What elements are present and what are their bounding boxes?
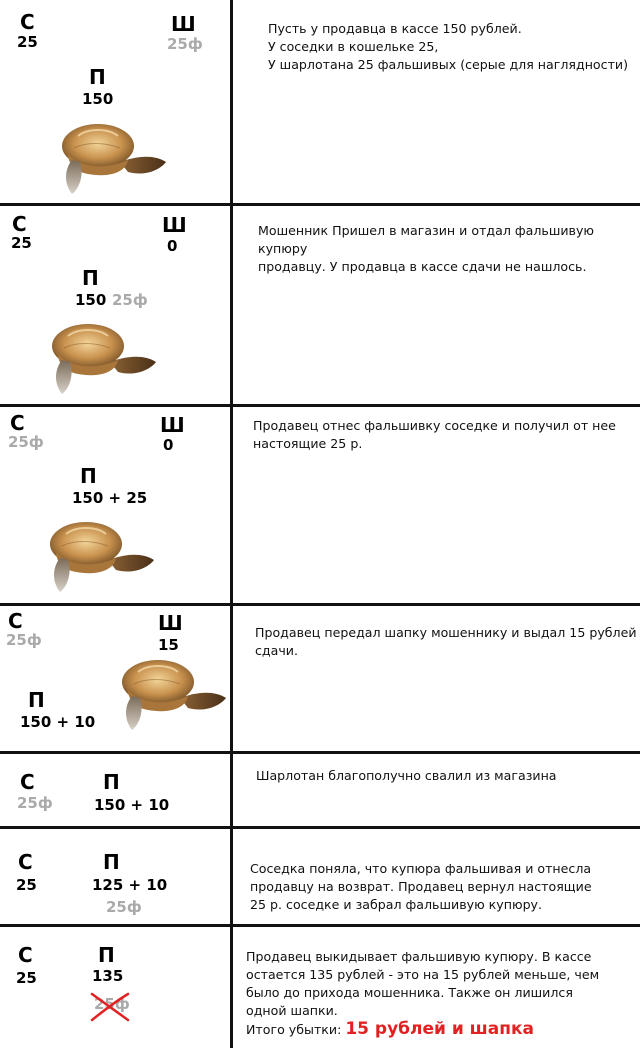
neighbor-amount: 25ф bbox=[6, 631, 42, 649]
neighbor-amount: 25 bbox=[16, 969, 37, 987]
fur-hat-icon bbox=[58, 116, 168, 196]
total-label: Итого убытки: bbox=[246, 1022, 342, 1037]
panel-text: Продавец выкидывает фальшивую купюру. В кассе остается 135 рублей - это на 15 рублей меньше, чем было до прихода мошенника. Также он лишился одной шапки. Итого убытки: 15 рублей и шапка bbox=[246, 949, 600, 1039]
fur-hat-icon bbox=[118, 652, 228, 732]
panel-divider bbox=[0, 924, 640, 927]
neighbor-label: С bbox=[10, 411, 25, 435]
swindler-amount: 0 bbox=[167, 237, 178, 255]
neighbor-amount: 25 bbox=[17, 33, 38, 51]
seller-amount: 125 + 10 bbox=[92, 876, 168, 894]
neighbor-label: С bbox=[18, 850, 33, 874]
seller-label: П bbox=[103, 770, 120, 794]
swindler-amount: 25ф bbox=[167, 35, 203, 53]
swindler-amount: 15 bbox=[158, 636, 179, 654]
swindler-label: Ш bbox=[162, 213, 187, 237]
seller-amount: 135 bbox=[92, 967, 124, 985]
seller-amount: 150 + 10 bbox=[20, 713, 96, 731]
seller-amount: 150 + 25 bbox=[72, 489, 148, 507]
discarded-fake-amount: 25ф bbox=[94, 995, 130, 1013]
panel-text: Продавец отнес фальшивку соседке и получил от нее настоящие 25 р. bbox=[253, 418, 616, 451]
fur-hat-icon bbox=[46, 514, 156, 594]
panel-divider bbox=[0, 203, 640, 206]
panel-divider bbox=[0, 826, 640, 829]
panel-text: Пусть у продавца в кассе 150 рублей. У соседки в кошельке 25, У шарлотана 25 фальшивых (серые для наглядности) bbox=[268, 21, 628, 72]
panel-text: Соседка поняла, что купюра фальшивая и отнесла продавцу на возврат. Продавец вернул настоящие 25 р. соседке и забрал фальшивую купюру. bbox=[250, 861, 592, 912]
neighbor-amount: 25 bbox=[11, 234, 32, 252]
seller-fake-amount: 25ф bbox=[112, 291, 148, 309]
panel-text: Продавец передал шапку мошеннику и выдал 15 рублей сдачи. bbox=[255, 625, 637, 658]
seller-label: П bbox=[28, 688, 45, 712]
neighbor-label: С bbox=[8, 609, 23, 633]
panel-text: Шарлотан благополучно свалил из магазина bbox=[256, 768, 557, 783]
total-value: 15 рублей и шапка bbox=[345, 1019, 534, 1039]
neighbor-label: С bbox=[20, 10, 35, 34]
swindler-amount: 0 bbox=[163, 436, 174, 454]
panel-divider bbox=[0, 404, 640, 407]
seller-amount: 150 bbox=[75, 291, 107, 309]
swindler-label: Ш bbox=[160, 413, 185, 437]
seller-label: П bbox=[80, 464, 97, 488]
neighbor-amount: 25ф bbox=[8, 433, 44, 451]
neighbor-label: С bbox=[12, 212, 27, 236]
seller-fake-amount: 25ф bbox=[106, 898, 142, 916]
seller-amount: 150 + 10 bbox=[94, 796, 170, 814]
neighbor-amount: 25 bbox=[16, 876, 37, 894]
seller-label: П bbox=[89, 65, 106, 89]
swindler-label: Ш bbox=[158, 611, 183, 635]
seller-label: П bbox=[82, 266, 99, 290]
fur-hat-icon bbox=[48, 316, 158, 396]
swindler-label: Ш bbox=[171, 12, 196, 36]
panel-divider bbox=[0, 751, 640, 754]
seller-label: П bbox=[98, 943, 115, 967]
seller-label: П bbox=[103, 850, 120, 874]
panel-divider bbox=[0, 603, 640, 606]
seller-amount: 150 bbox=[82, 90, 114, 108]
neighbor-amount: 25ф bbox=[17, 794, 53, 812]
neighbor-label: С bbox=[20, 770, 35, 794]
cross-out-icon bbox=[88, 990, 132, 1024]
neighbor-label: С bbox=[18, 943, 33, 967]
column-divider bbox=[230, 0, 233, 1048]
panel-text: Мошенник Пришел в магазин и отдал фальшивую купюру продавцу. У продавца в кассе сдачи не нашлось. bbox=[258, 223, 595, 274]
